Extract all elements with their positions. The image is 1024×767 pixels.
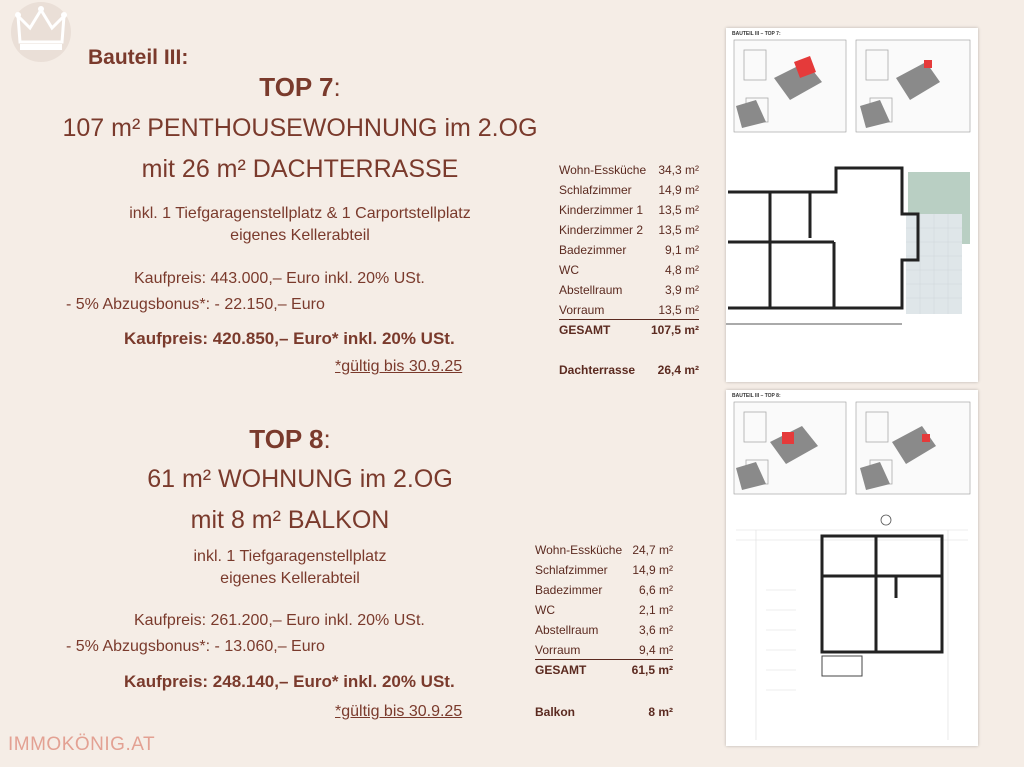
top7-kaufpreis: Kaufpreis: 443.000,– Euro inkl. 20% USt. <box>134 270 425 287</box>
top7-inkl1: inkl. 1 Tiefgaragenstellplatz & 1 Carportstellplatz <box>129 205 471 222</box>
table-row: Badezimmer 6,6 m² <box>535 583 673 597</box>
top7-line1: 107 m² PENTHOUSEWOHNUNG im 2.OG <box>62 114 538 142</box>
plan-title: BAUTEIL III – TOP 8: <box>732 393 781 399</box>
bauteil-label: Bauteil III: <box>88 46 189 69</box>
plan-title: BAUTEIL III – TOP 7: <box>732 31 781 37</box>
table-row: WC 2,1 m² <box>535 603 673 617</box>
top7-inkl2: eigenes Kellerabteil <box>230 227 370 244</box>
table-row: Schlafzimmer 14,9 m² <box>535 563 673 577</box>
table-row: Vorraum 13,5 m² <box>559 300 699 320</box>
table-row: Abstellraum 3,9 m² <box>559 283 699 297</box>
top7-heading: TOP 7: <box>259 72 341 102</box>
table-total-row: GESAMT 107,5 m² <box>559 323 699 337</box>
top8-kaufpreis: Kaufpreis: 261.200,– Euro inkl. 20% USt. <box>134 612 425 629</box>
table-row: Kinderzimmer 2 13,5 m² <box>559 223 699 237</box>
top8-line2: mit 8 m² BALKON <box>190 506 390 534</box>
top8-inkl1: inkl. 1 Tiefgaragenstellplatz <box>193 548 387 565</box>
table-row: Kinderzimmer 1 13,5 m² <box>559 203 699 217</box>
table-row: Schlafzimmer 14,9 m² <box>559 183 699 197</box>
floor-plan-drawing <box>726 28 978 382</box>
top7-kaufpreis-final: Kaufpreis: 420.850,– Euro* inkl. 20% USt. <box>124 329 455 348</box>
table-row: Abstellraum 3,6 m² <box>535 623 673 637</box>
top8-bonus: - 5% Abzugsbonus*: - 13.060,– Euro <box>66 638 325 655</box>
top7-line2: mit 26 m² DACHTERRASSE <box>141 155 459 183</box>
top7-valid-until[interactable]: *gültig bis 30.9.25 <box>335 358 463 375</box>
top8-room-table <box>535 540 673 720</box>
top8-kaufpreis-final: Kaufpreis: 248.140,– Euro* inkl. 20% USt. <box>124 672 455 691</box>
table-extra-row: Balkon 8 m² <box>535 705 673 719</box>
table-row: Wohn-Essküche 34,3 m² <box>559 163 699 177</box>
top7-room-table <box>559 160 699 380</box>
table-row: Badezimmer 9,1 m² <box>559 243 699 257</box>
table-extra-row: Dachterrasse 26,4 m² <box>559 363 699 377</box>
table-row: Vorraum 9,4 m² <box>535 640 673 660</box>
crown-logo <box>8 2 74 64</box>
top7-bonus: - 5% Abzugsbonus*: - 22.150,– Euro <box>66 296 325 313</box>
top8-floor-plan[interactable] <box>726 390 978 746</box>
top8-line1: 61 m² WOHNUNG im 2.OG <box>147 465 453 493</box>
top8-inkl2: eigenes Kellerabteil <box>220 570 360 587</box>
table-row: Wohn-Essküche 24,7 m² <box>535 543 673 557</box>
table-row: WC 4,8 m² <box>559 263 699 277</box>
top7-floor-plan[interactable] <box>726 28 978 382</box>
floor-plan-drawing <box>726 390 978 746</box>
table-total-row: GESAMT 61,5 m² <box>535 663 673 677</box>
top8-valid-until[interactable]: *gültig bis 30.9.25 <box>335 703 463 720</box>
footer-brand[interactable]: IMMOKÖNIG.AT <box>8 734 156 755</box>
top8-heading: TOP 8: <box>249 424 331 454</box>
